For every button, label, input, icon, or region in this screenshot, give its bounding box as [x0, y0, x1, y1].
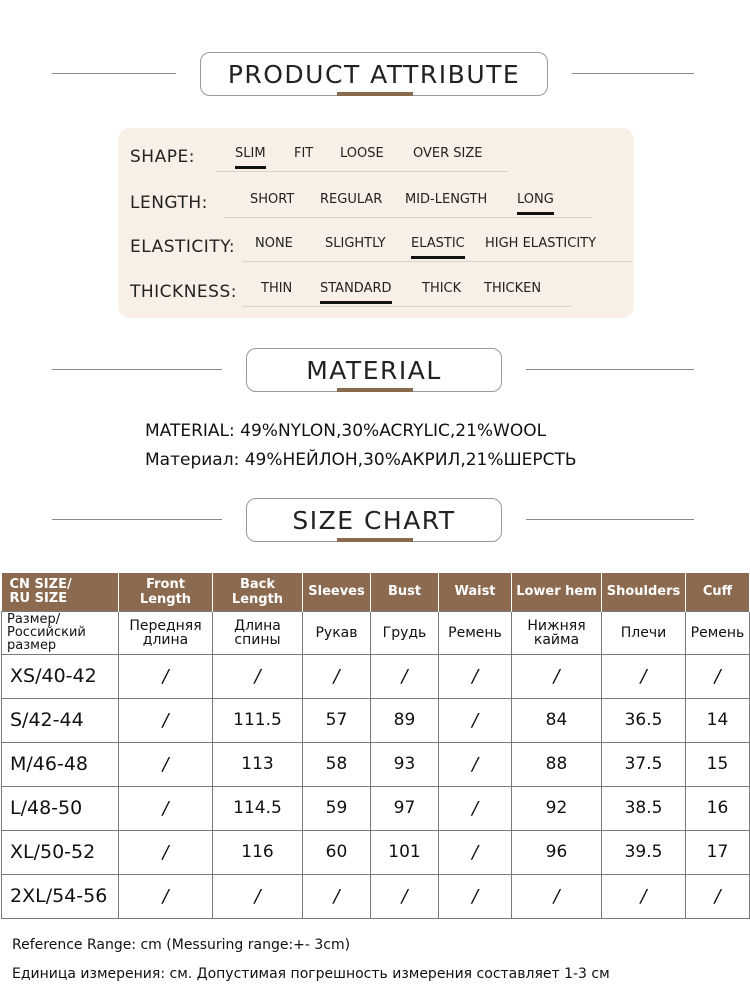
attr-option: SHORT [250, 192, 295, 207]
attr-row-length [130, 190, 630, 220]
measurement-cell: / [213, 874, 303, 918]
table-subheader-row [2, 611, 750, 654]
measurement-cell: / [119, 654, 213, 698]
attr-option-selected: ELASTIC [411, 236, 465, 251]
column-header-ru: Грудь [371, 611, 439, 654]
product-attribute-heading [0, 52, 750, 112]
measurement-cell: 37.5 [602, 742, 686, 786]
measurement-cell: / [686, 874, 750, 918]
measurement-cell: / [512, 874, 602, 918]
measurement-cell: 39.5 [602, 830, 686, 874]
table-row [2, 786, 750, 830]
measurement-cell: / [602, 654, 686, 698]
measurement-cell: 15 [686, 742, 750, 786]
attr-label: THICKNESS: [130, 282, 237, 302]
attr-option: THIN [261, 281, 293, 296]
column-header-ru: Нижняя кайма [512, 611, 602, 654]
measurement-cell: 14 [686, 698, 750, 742]
attr-options [242, 279, 572, 307]
attr-option-selected: SLIM [235, 146, 266, 161]
attr-row-thickness [130, 279, 630, 309]
measurement-cell: 36.5 [602, 698, 686, 742]
table-row [2, 742, 750, 786]
material-title: MATERIAL [246, 348, 502, 392]
attr-option-selected: STANDARD [320, 281, 392, 296]
reference-note-russian: Единица измерения: см. Допустимая погрешность измерения составляет 1-3 см [12, 966, 610, 982]
table-row [2, 698, 750, 742]
measurement-cell: 114.5 [213, 786, 303, 830]
attr-option: REGULAR [320, 192, 383, 207]
measurement-cell: / [119, 786, 213, 830]
divider-right [526, 369, 694, 370]
measurement-cell: 111.5 [213, 698, 303, 742]
measurement-cell: 17 [686, 830, 750, 874]
attr-label: ELASTICITY: [130, 237, 236, 257]
attribute-panel [118, 128, 634, 318]
title-accent-bar [337, 538, 413, 542]
attr-option: HIGH ELASTICITY [485, 236, 597, 251]
column-header-ru: Длина спины [213, 611, 303, 654]
measurement-cell: / [686, 654, 750, 698]
measurement-cell: / [439, 698, 512, 742]
column-header-ru: Рукав [303, 611, 371, 654]
attr-option: THICK [422, 281, 462, 296]
column-header: Lower hem [512, 573, 602, 611]
size-cell: 2XL/54-56 [2, 874, 119, 918]
measurement-cell: 84 [512, 698, 602, 742]
measurement-cell: 57 [303, 698, 371, 742]
measurement-cell: 101 [371, 830, 439, 874]
measurement-cell: 113 [213, 742, 303, 786]
size-table [1, 573, 750, 919]
measurement-cell: 116 [213, 830, 303, 874]
measurement-cell: / [303, 654, 371, 698]
measurement-cell: 58 [303, 742, 371, 786]
column-header-ru: Передняя длина [119, 611, 213, 654]
size-chart-heading [0, 498, 750, 558]
measurement-cell: 97 [371, 786, 439, 830]
measurement-cell: / [119, 874, 213, 918]
divider-right [572, 73, 694, 74]
measurement-cell: / [512, 654, 602, 698]
measurement-cell: 38.5 [602, 786, 686, 830]
size-cell: M/46-48 [2, 742, 119, 786]
measurement-cell: / [371, 874, 439, 918]
measurement-cell: 88 [512, 742, 602, 786]
column-header: Shoulders [602, 573, 686, 611]
column-header: Sleeves [303, 573, 371, 611]
attr-option-selected: LONG [517, 192, 554, 207]
measurement-cell: / [213, 654, 303, 698]
product-attribute-title: PRODUCT ATTRIBUTE [200, 52, 548, 96]
size-chart-title: SIZE CHART [246, 498, 502, 542]
measurement-cell: 92 [512, 786, 602, 830]
attr-option: THICKEN [484, 281, 542, 296]
attr-options [242, 234, 632, 262]
size-cell: S/42-44 [2, 698, 119, 742]
measurement-cell: / [119, 698, 213, 742]
column-header-ru: Размер/ Российский размер [2, 611, 119, 654]
measurement-cell: 16 [686, 786, 750, 830]
measurement-cell: / [303, 874, 371, 918]
column-header-ru: Ремень [686, 611, 750, 654]
reference-note-english: Reference Range: cm (Messuring range:+- 3cm) [12, 937, 351, 953]
measurement-cell: 93 [371, 742, 439, 786]
measurement-cell: / [439, 742, 512, 786]
attr-option: NONE [255, 236, 293, 251]
measurement-cell: 59 [303, 786, 371, 830]
measurement-cell: / [371, 654, 439, 698]
divider-left [52, 369, 222, 370]
table-header-row [2, 573, 750, 611]
divider-right [526, 519, 694, 520]
attr-options [216, 144, 508, 172]
attr-row-elasticity [130, 234, 630, 264]
column-header: Waist [439, 573, 512, 611]
column-header-ru: Плечи [602, 611, 686, 654]
measurement-cell: 96 [512, 830, 602, 874]
table-row [2, 654, 750, 698]
attr-option: LOOSE [340, 146, 384, 161]
column-header: CN SIZE/ RU SIZE [2, 573, 119, 611]
column-header-ru: Ремень [439, 611, 512, 654]
measurement-cell: / [119, 742, 213, 786]
measurement-cell: / [439, 874, 512, 918]
measurement-cell: / [602, 874, 686, 918]
attr-option: SLIGHTLY [325, 236, 386, 251]
size-cell: XS/40-42 [2, 654, 119, 698]
material-english: MATERIAL: 49%NYLON,30%ACRYLIC,21%WOOL [145, 421, 547, 441]
size-cell: XL/50-52 [2, 830, 119, 874]
column-header: Cuff [686, 573, 750, 611]
column-header: Bust [371, 573, 439, 611]
measurement-cell: / [439, 786, 512, 830]
measurement-cell: / [439, 830, 512, 874]
divider-left [52, 519, 222, 520]
material-heading [0, 348, 750, 408]
column-header: Front Length [119, 573, 213, 611]
attr-option: FIT [294, 146, 314, 161]
title-accent-bar [337, 388, 413, 392]
divider-left [52, 73, 176, 74]
attr-label: SHAPE: [130, 147, 195, 167]
attr-label: LENGTH: [130, 193, 208, 213]
column-header: Back Length [213, 573, 303, 611]
measurement-cell: / [119, 830, 213, 874]
measurement-cell: 60 [303, 830, 371, 874]
table-row [2, 874, 750, 918]
attr-option: MID-LENGTH [405, 192, 488, 207]
measurement-cell: 89 [371, 698, 439, 742]
material-russian: Материал: 49%НЕЙЛОН,30%АКРИЛ,21%ШЕРСТЬ [145, 450, 577, 470]
attr-row-shape [130, 144, 630, 174]
title-accent-bar [337, 92, 413, 96]
attr-option: OVER SIZE [413, 146, 483, 161]
table-row [2, 830, 750, 874]
attr-options [224, 190, 592, 218]
size-cell: L/48-50 [2, 786, 119, 830]
measurement-cell: / [439, 654, 512, 698]
